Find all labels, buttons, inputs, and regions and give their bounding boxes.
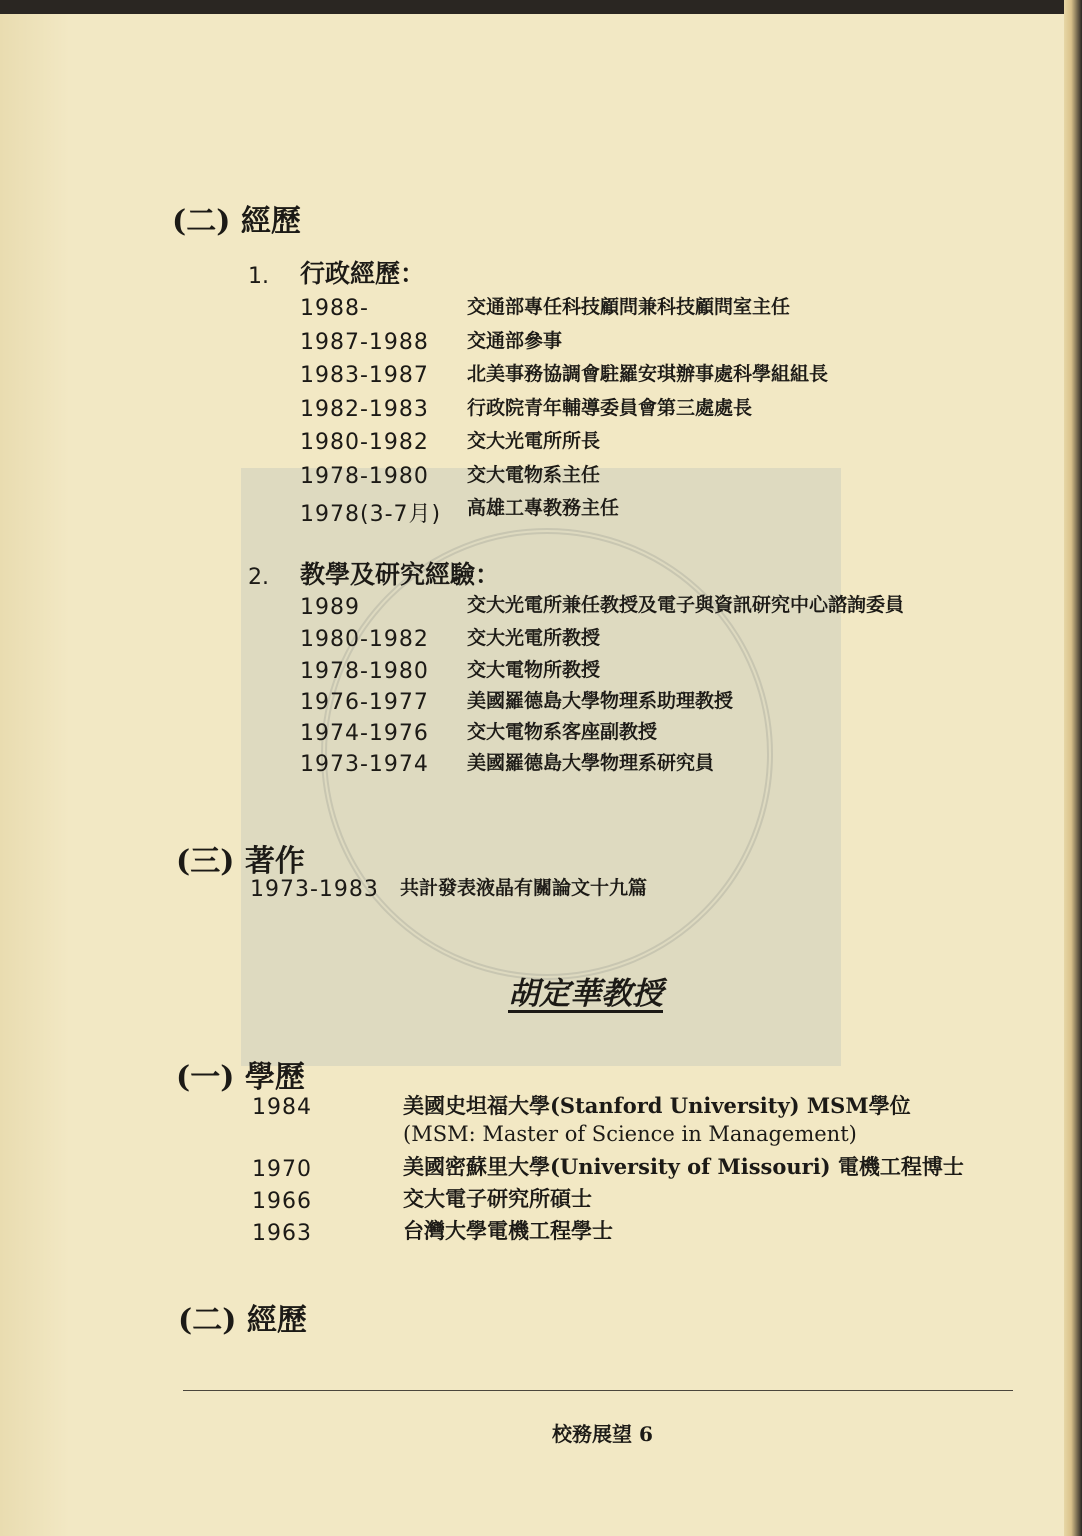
admin-desc: 交通部專任科技顧問兼科技顧問室主任 — [467, 296, 791, 318]
admin-title: 行政經歷： — [300, 259, 426, 288]
teaching-title: 教學及研究經驗： — [300, 560, 501, 589]
teaching-year: 1989 — [300, 595, 360, 620]
education-desc: 交大電子研究所碩士 — [403, 1186, 592, 1211]
teaching-year: 1974-1976 — [300, 721, 429, 746]
education-desc: 美國史坦福大學(Stanford University) MSM學位 — [403, 1093, 911, 1118]
teaching-desc: 交大光電所教授 — [467, 627, 601, 649]
page-edge-right — [1064, 0, 1082, 1536]
publications-year: 1973-1983 — [250, 877, 379, 902]
admin-desc: 行政院青年輔導委員會第三處處長 — [467, 397, 753, 419]
teaching-desc: 交大電物系客座副教授 — [467, 721, 658, 743]
admin-desc: 北美事務協調會駐羅安琪辦事處科學組組長 — [467, 363, 829, 385]
section-heading-experience-2: (二) 經歷 — [178, 1303, 307, 1338]
section-heading-education: (一) 學歷 — [176, 1060, 305, 1095]
admin-desc: 高雄工專教務主任 — [467, 497, 620, 519]
admin-year: 1978(3-7月) — [300, 502, 442, 527]
footer-rule — [183, 1390, 1013, 1391]
education-desc: (MSM: Master of Science in Management) — [403, 1122, 857, 1146]
admin-year: 1980-1982 — [300, 430, 429, 455]
footer-page-label: 校務展望 6 — [552, 1422, 653, 1446]
teaching-number: 2. — [248, 565, 269, 590]
education-year: 1984 — [252, 1095, 312, 1120]
teaching-year: 1978-1980 — [300, 659, 429, 684]
admin-year: 1987-1988 — [300, 330, 429, 355]
education-desc: 台灣大學電機工程學士 — [403, 1218, 613, 1243]
person-name-title: 胡定華教授 — [508, 976, 663, 1012]
education-year: 1970 — [252, 1157, 312, 1182]
teaching-desc: 美國羅德島大學物理系助理教授 — [467, 690, 734, 712]
admin-desc: 交通部參事 — [467, 330, 563, 352]
admin-year: 1988- — [300, 296, 369, 321]
teaching-year: 1980-1982 — [300, 627, 429, 652]
teaching-year: 1976-1977 — [300, 690, 429, 715]
education-year: 1966 — [252, 1189, 312, 1214]
publications-desc: 共計發表液晶有關論文十九篇 — [400, 877, 648, 899]
admin-number: 1. — [248, 264, 269, 289]
teaching-desc: 交大電物所教授 — [467, 659, 601, 681]
page-edge-left — [0, 14, 70, 1536]
section-heading-experience: (二) 經歷 — [172, 204, 301, 239]
admin-year: 1978-1980 — [300, 464, 429, 489]
teaching-desc: 美國羅德島大學物理系研究員 — [467, 752, 715, 774]
admin-year: 1983-1987 — [300, 363, 429, 388]
section-heading-publications: (三) 著作 — [176, 844, 305, 879]
teaching-desc: 交大光電所兼任教授及電子與資訊研究中心諮詢委員 — [467, 594, 905, 616]
admin-year: 1982-1983 — [300, 397, 429, 422]
admin-desc: 交大電物系主任 — [467, 464, 601, 486]
education-year: 1963 — [252, 1221, 312, 1246]
page-edge-top — [0, 0, 1082, 14]
admin-desc: 交大光電所所長 — [467, 430, 601, 452]
education-desc: 美國密蘇里大學(University of Missouri) 電機工程博士 — [403, 1154, 964, 1179]
teaching-year: 1973-1974 — [300, 752, 429, 777]
